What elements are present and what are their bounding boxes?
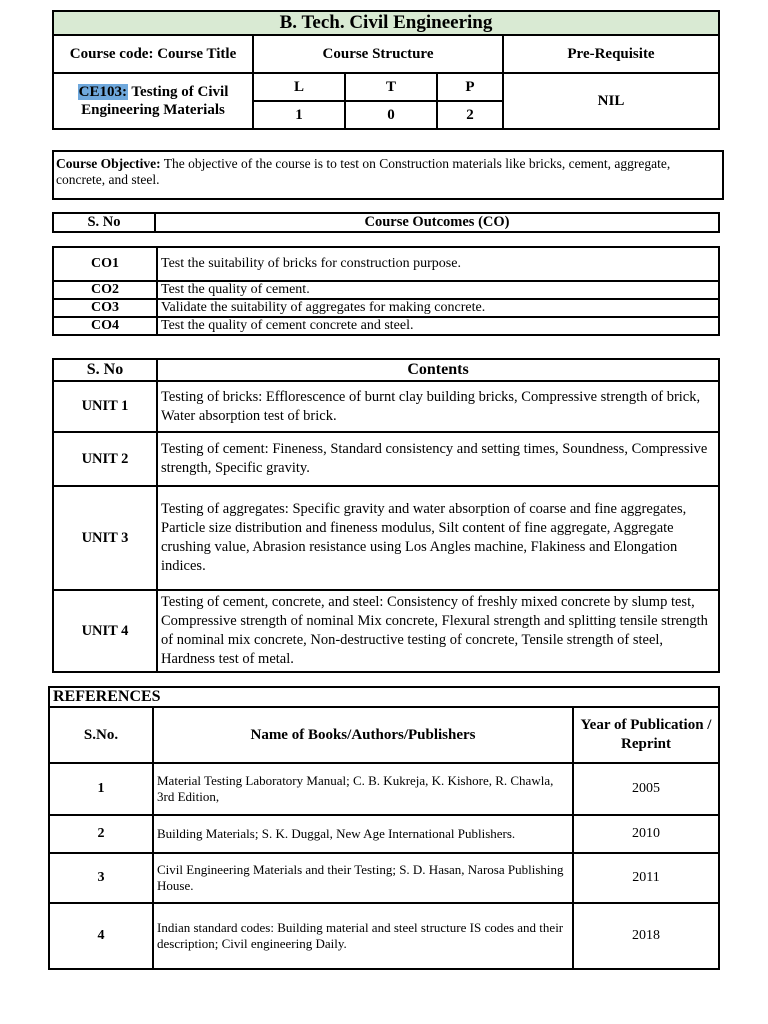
course-name-cell [53,73,253,129]
ref-no: 4 [49,903,153,969]
co-id: CO2 [53,281,157,299]
objective-text: The objective of the course is to test on Construction materials like bricks, cement, aggregate, concrete, and steel. [56,156,671,187]
ref-text: Civil Engineering Materials and their Testing; S. D. Hasan, Narosa Publishing House. [153,853,573,903]
table-row [49,903,719,969]
unit-text: Testing of cement, concrete, and steel: Consistency of freshly mixed concrete by slump test, Compressive strength of nominal Mix concrete, Flexural strength and splitting tensile strength of nominal mix concrete, Non-destructive testing of concrete, Tensile strength of steel, Hardness test of metal. [157,590,719,672]
course-objective [52,150,724,200]
table-row [49,853,719,903]
ref-text: Indian standard codes: Building material and steel structure IS codes and their description; Civil engineering Daily. [153,903,573,969]
course-title: Testing of Civil Engineering Materials [81,84,229,118]
co-sno-header: S. No [53,213,155,232]
ltp-value-grid [254,102,502,128]
table-row [53,281,719,299]
units-contents-header: Contents [157,359,719,381]
ltp-value-t: 0 [345,102,437,128]
ref-no: 3 [49,853,153,903]
references-title: REFERENCES [49,687,719,707]
references-table [48,686,720,970]
table-row [53,590,719,672]
ref-text: Material Testing Laboratory Manual; C. B. Kukreja, K. Kishore, R. Chawla, 3rd Edition, [153,763,573,815]
co-id: CO4 [53,317,157,335]
course-code-title-header: Course code: Course Title [53,35,253,73]
ltp-label-l: L [254,74,345,100]
ref-no: 1 [49,763,153,815]
prerequisite-value: NIL [503,73,719,129]
co-text: Validate the suitability of aggregates for making concrete. [157,299,719,317]
unit-text: Testing of bricks: Efflorescence of burnt clay building bricks, Compressive strength of brick, Water absorption test of brick. [157,381,719,432]
ref-books-header: Name of Books/Authors/Publishers [153,707,573,763]
table-row [53,432,719,486]
co-text: Test the suitability of bricks for construction purpose. [157,247,719,281]
ref-year: 2011 [573,853,719,903]
ltp-value-p: 2 [466,106,474,123]
course-header-table [52,10,720,130]
table-row [53,381,719,432]
ref-year-header: Year of Publication / Reprint [573,707,719,763]
co-text: Test the quality of cement concrete and steel. [157,317,719,335]
ref-sno-header: S.No. [49,707,153,763]
unit-id: UNIT 3 [53,486,157,590]
course-code: CE103: [78,84,127,100]
course-outcomes-header [52,212,720,233]
table-row [49,815,719,853]
co-text: Test the quality of cement. [157,281,719,299]
ref-text: Building Materials; S. K. Duggal, New Age International Publishers. [153,815,573,853]
ref-no: 2 [49,815,153,853]
table-row [53,299,719,317]
course-outcomes-table [52,246,720,336]
unit-id: UNIT 1 [53,381,157,432]
prerequisite-header: Pre-Requisite [503,35,719,73]
course-structure-header: Course Structure [253,35,503,73]
ref-year: 2005 [573,763,719,815]
unit-text: Testing of cement: Fineness, Standard consistency and setting times, Soundness, Compressive strength, Specific gravity. [157,432,719,486]
ltp-value-cell [253,101,503,129]
table-row [49,763,719,815]
ltp-label-p: P [465,78,475,95]
ltp-label-cell [253,73,503,101]
co-title-header: Course Outcomes (CO) [155,213,719,232]
co-id: CO1 [53,247,157,281]
table-row [53,486,719,590]
contents-table [52,358,720,673]
table-row [53,317,719,335]
table-row [53,247,719,281]
ltp-value-l: 1 [254,102,345,128]
ltp-label-grid [254,74,502,100]
unit-id: UNIT 4 [53,590,157,672]
unit-id: UNIT 2 [53,432,157,486]
ltp-label-t: T [345,74,437,100]
co-id: CO3 [53,299,157,317]
unit-text: Testing of aggregates: Specific gravity and water absorption of coarse and fine aggregates, Particle size distribution and fineness modulus, Silt content of fine aggregate, Aggregate crushing value, Abrasion resistance using Los Angles machine, Flakiness and Elongation indices. [157,486,719,590]
ref-year: 2018 [573,903,719,969]
ref-year: 2010 [573,815,719,853]
program-title: B. Tech. Civil Engineering [53,11,719,35]
objective-label: Course Objective: [56,156,161,171]
units-sno-header: S. No [53,359,157,381]
